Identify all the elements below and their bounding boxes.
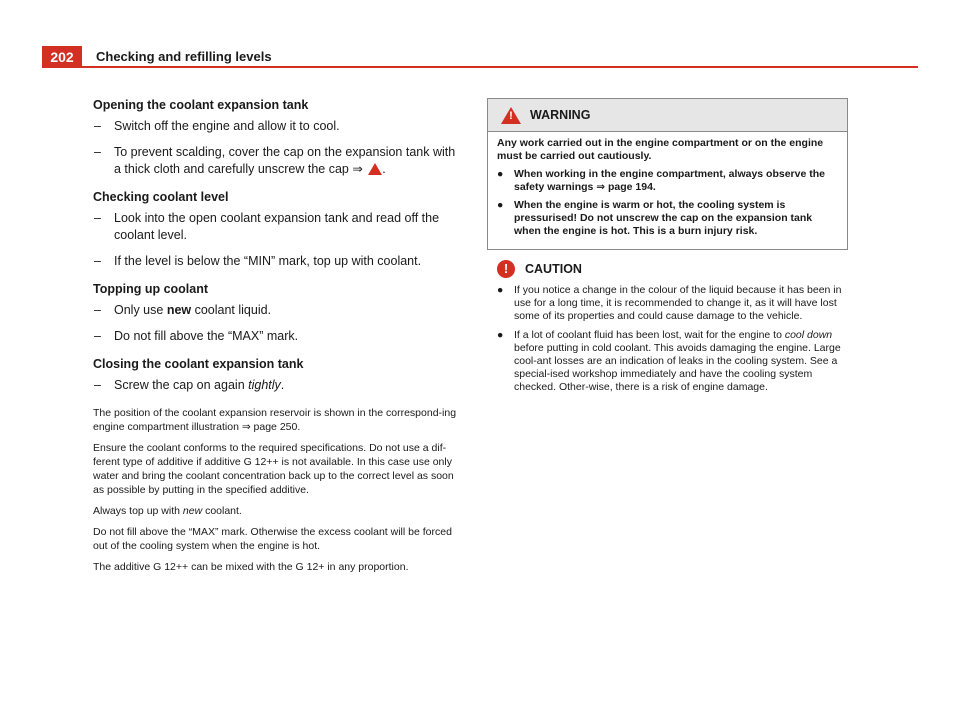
bullet-dot: ● — [497, 199, 504, 211]
warning-box — [487, 98, 848, 250]
caution-text-part: If a lot of coolant fluid has been lost, wait for the engine to — [514, 329, 785, 341]
caution-body — [487, 284, 848, 395]
warning-ref-icon — [368, 163, 382, 175]
warning-triangle-icon — [501, 107, 521, 124]
warning-bullet-text: When the engine is warm or hot, the cooling system is pressurised! Do not unscrew the cap on the expansion tank when the engine is hot. This is a burn injury risk. — [514, 199, 813, 237]
warning-intro: Any work carried out in the engine compartment or on the engine must be carried out cautiously. — [497, 137, 824, 162]
bullet-dot: ● — [497, 168, 504, 180]
dash-marker: – — [94, 303, 101, 317]
right-column — [487, 98, 848, 395]
body-paragraph: Do not fill above the “MAX” mark. Otherwise the excess coolant will be forced out of the cooling system when the engine is hot. — [93, 526, 452, 552]
warning-body — [488, 132, 847, 249]
caution-icon: ! — [497, 260, 515, 278]
step-text-part: To prevent scalding, cover the cap on the expansion tank with a thick cloth and carefully unscrew the cap ⇒ — [114, 145, 456, 176]
dash-marker: – — [94, 254, 101, 268]
caution-header — [497, 260, 848, 278]
step-item — [93, 118, 463, 135]
step-text-part: . — [280, 378, 285, 392]
warning-label: WARNING — [530, 108, 591, 122]
step-text-part: Screw the cap on again — [114, 378, 249, 392]
step-item — [93, 144, 463, 178]
section-heading: Checking coolant level — [93, 190, 229, 204]
section-heading: Opening the coolant expansion tank — [93, 98, 309, 112]
warning-mark: ! — [509, 109, 513, 122]
step-text — [114, 144, 463, 178]
caution-label: CAUTION — [525, 262, 582, 276]
body-paragraph — [93, 504, 463, 518]
paragraph-part: Always top up with — [93, 505, 183, 517]
step-text — [114, 302, 463, 319]
caution-bullet-text — [514, 329, 848, 394]
page-number: 202 — [42, 46, 82, 68]
paragraph-part: coolant. — [202, 505, 242, 517]
chapter-title: Checking and refilling levels — [96, 49, 272, 64]
caution-text-part: before putting in cold coolant. This avoids damaging the engine. Large cool-ant losses are an indication of leaks in the cooling system. See a special-ised workshop immediately and have the cooling system checked. Other-wise, there is a risk of engine damage. — [514, 342, 841, 393]
caution-bullet — [497, 284, 848, 323]
caution-emphasis: cool down — [784, 329, 833, 341]
step-text-part: Only use — [114, 303, 167, 317]
step-item — [93, 377, 463, 394]
left-column — [93, 98, 463, 581]
section-heading: Topping up coolant — [93, 282, 209, 296]
step-text — [114, 377, 463, 394]
dash-marker: – — [94, 329, 101, 343]
warning-bullet — [497, 168, 838, 194]
warning-bullet — [497, 199, 838, 238]
bullet-dot: ● — [497, 329, 504, 341]
dash-marker: – — [94, 119, 101, 133]
body-paragraph: The position of the coolant expansion reservoir is shown in the correspond-ing engine compartment illustration ⇒ page 250. — [93, 407, 457, 433]
step-item — [93, 302, 463, 319]
warning-header — [488, 99, 847, 132]
step-text-part: coolant liquid. — [191, 303, 272, 317]
dash-marker: – — [94, 145, 101, 159]
step-item — [93, 253, 463, 270]
step-emphasis: new — [166, 303, 192, 317]
warning-bullet-text: When working in the engine compartment, always observe the safety warnings ⇒ page 194. — [514, 168, 825, 193]
body-paragraph: Ensure the coolant conforms to the required specifications. Do not use a dif-ferent type of additive if additive G 12++ is not available. In this case use only water and bring the coolant concentration back up to the correct level as soon as possible by putting in the specified additive. — [93, 442, 454, 496]
caution-bullet-text: If you notice a change in the colour of the liquid because it has been in use for a long time, it is recommended to change it, as it will have lost some of its properties and could cause damage to the vehicle. — [514, 284, 842, 322]
step-text: Do not fill above the “MAX” mark. — [114, 329, 299, 343]
dash-marker: – — [94, 378, 101, 392]
step-emphasis: tightly — [248, 378, 281, 392]
bullet-dot: ● — [497, 284, 504, 296]
header-rule — [42, 66, 918, 68]
dash-marker: – — [94, 211, 101, 225]
step-item — [93, 210, 463, 244]
period: . — [382, 162, 386, 176]
step-text: If the level is below the “MIN” mark, top up with coolant. — [114, 254, 422, 268]
section-heading: Closing the coolant expansion tank — [93, 357, 304, 371]
step-text: Look into the open coolant expansion tank and read off the coolant level. — [114, 211, 440, 242]
caution-bullet — [497, 329, 848, 394]
step-item — [93, 328, 463, 345]
body-paragraph: The additive G 12++ can be mixed with the G 12+ in any proportion. — [93, 561, 409, 573]
paragraph-emphasis: new — [182, 505, 203, 517]
step-text: Switch off the engine and allow it to cool. — [114, 119, 340, 133]
